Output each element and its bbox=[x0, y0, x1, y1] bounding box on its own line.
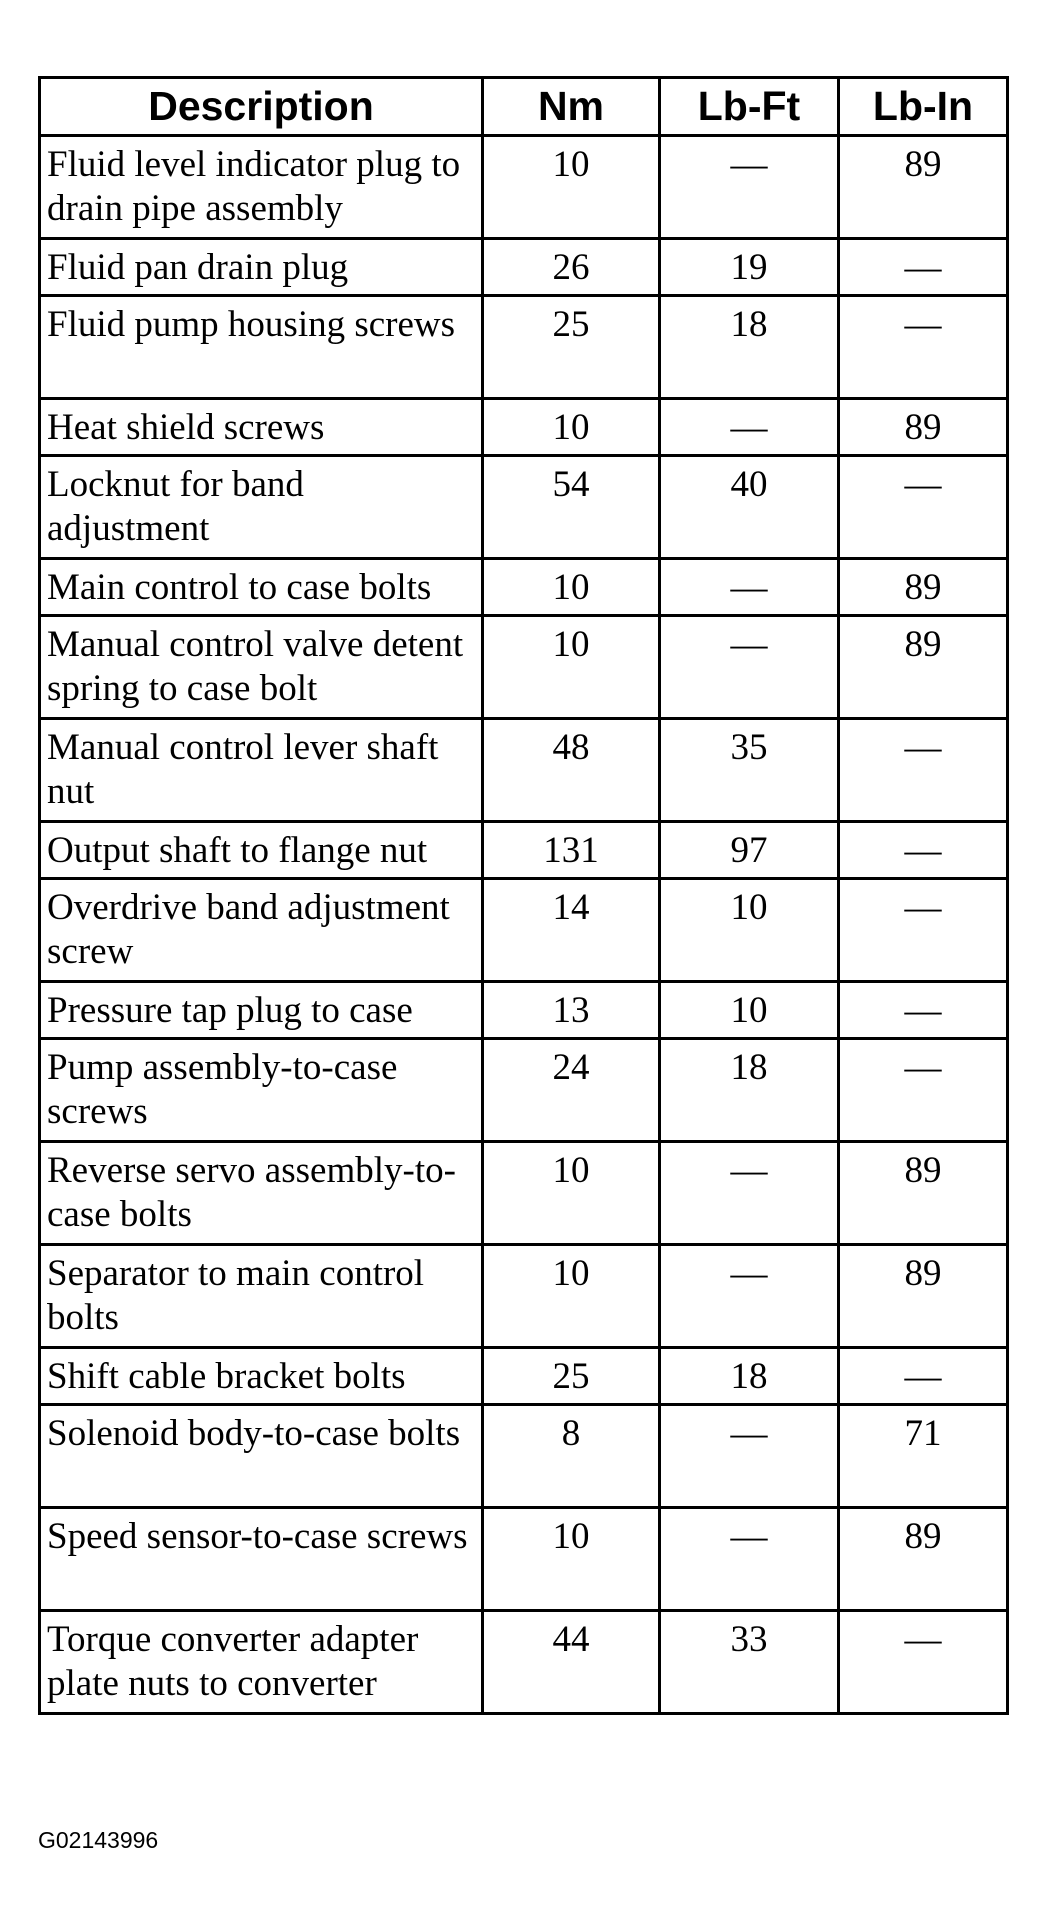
table-row bbox=[40, 616, 1008, 719]
description-cell: Speed sensor-to-case screws bbox=[40, 1508, 483, 1611]
lb-ft-cell: — bbox=[660, 136, 839, 239]
nm-cell: 10 bbox=[483, 559, 660, 616]
lb-ft-cell: 35 bbox=[660, 719, 839, 822]
nm-cell: 26 bbox=[483, 239, 660, 296]
lb-in-cell: 89 bbox=[839, 616, 1008, 719]
table-row bbox=[40, 399, 1008, 456]
column-header-nm: Nm bbox=[483, 78, 660, 136]
nm-cell: 10 bbox=[483, 616, 660, 719]
lb-in-cell: 89 bbox=[839, 1245, 1008, 1348]
lb-in-cell: 89 bbox=[839, 1142, 1008, 1245]
description-cell: Manual control lever shaft nut bbox=[40, 719, 483, 822]
lb-ft-cell: 97 bbox=[660, 822, 839, 879]
table-row bbox=[40, 239, 1008, 296]
lb-in-cell: — bbox=[839, 1348, 1008, 1405]
lb-in-cell: — bbox=[839, 296, 1008, 399]
nm-cell: 8 bbox=[483, 1405, 660, 1508]
table-row bbox=[40, 559, 1008, 616]
lb-in-cell: — bbox=[839, 1611, 1008, 1714]
lb-ft-cell: 19 bbox=[660, 239, 839, 296]
nm-cell: 10 bbox=[483, 1142, 660, 1245]
nm-cell: 44 bbox=[483, 1611, 660, 1714]
description-cell: Locknut for band adjustment bbox=[40, 456, 483, 559]
lb-ft-cell: — bbox=[660, 1508, 839, 1611]
column-header-lb-ft: Lb-Ft bbox=[660, 78, 839, 136]
table-row bbox=[40, 1348, 1008, 1405]
lb-in-cell: — bbox=[839, 239, 1008, 296]
lb-in-cell: — bbox=[839, 456, 1008, 559]
lb-ft-cell: — bbox=[660, 559, 839, 616]
table-row bbox=[40, 1142, 1008, 1245]
table-row bbox=[40, 1508, 1008, 1611]
nm-cell: 10 bbox=[483, 1508, 660, 1611]
nm-cell: 131 bbox=[483, 822, 660, 879]
lb-ft-cell: 18 bbox=[660, 1348, 839, 1405]
lb-in-cell: — bbox=[839, 719, 1008, 822]
lb-ft-cell: — bbox=[660, 1142, 839, 1245]
description-cell: Solenoid body-to-case bolts bbox=[40, 1405, 483, 1508]
table-row bbox=[40, 719, 1008, 822]
nm-cell: 14 bbox=[483, 879, 660, 982]
lb-ft-cell: 40 bbox=[660, 456, 839, 559]
nm-cell: 10 bbox=[483, 136, 660, 239]
description-cell: Fluid pan drain plug bbox=[40, 239, 483, 296]
table-row bbox=[40, 982, 1008, 1039]
lb-ft-cell: — bbox=[660, 1245, 839, 1348]
lb-in-cell: — bbox=[839, 822, 1008, 879]
nm-cell: 10 bbox=[483, 1245, 660, 1348]
description-cell: Output shaft to flange nut bbox=[40, 822, 483, 879]
nm-cell: 54 bbox=[483, 456, 660, 559]
lb-ft-cell: — bbox=[660, 1405, 839, 1508]
description-cell: Pressure tap plug to case bbox=[40, 982, 483, 1039]
description-cell: Overdrive band adjustment screw bbox=[40, 879, 483, 982]
column-header-lb-in: Lb-In bbox=[839, 78, 1008, 136]
lb-in-cell: 89 bbox=[839, 399, 1008, 456]
table-row bbox=[40, 822, 1008, 879]
lb-ft-cell: 10 bbox=[660, 879, 839, 982]
table-header-row bbox=[40, 78, 1008, 136]
lb-in-cell: 89 bbox=[839, 136, 1008, 239]
lb-in-cell: — bbox=[839, 879, 1008, 982]
lb-ft-cell: — bbox=[660, 616, 839, 719]
nm-cell: 24 bbox=[483, 1039, 660, 1142]
lb-in-cell: 89 bbox=[839, 1508, 1008, 1611]
lb-ft-cell: 18 bbox=[660, 1039, 839, 1142]
nm-cell: 25 bbox=[483, 296, 660, 399]
description-cell: Fluid level indicator plug to drain pipe assembly bbox=[40, 136, 483, 239]
lb-ft-cell: 10 bbox=[660, 982, 839, 1039]
table-row bbox=[40, 136, 1008, 239]
nm-cell: 48 bbox=[483, 719, 660, 822]
table-row bbox=[40, 879, 1008, 982]
table-row bbox=[40, 1245, 1008, 1348]
table-row bbox=[40, 296, 1008, 399]
lb-ft-cell: 33 bbox=[660, 1611, 839, 1714]
table-row bbox=[40, 1611, 1008, 1714]
lb-ft-cell: 18 bbox=[660, 296, 839, 399]
nm-cell: 10 bbox=[483, 399, 660, 456]
description-cell: Fluid pump housing screws bbox=[40, 296, 483, 399]
description-cell: Separator to main control bolts bbox=[40, 1245, 483, 1348]
nm-cell: 13 bbox=[483, 982, 660, 1039]
lb-in-cell: — bbox=[839, 1039, 1008, 1142]
column-header-description: Description bbox=[40, 78, 483, 136]
lb-ft-cell: — bbox=[660, 399, 839, 456]
table-row bbox=[40, 456, 1008, 559]
lb-in-cell: 89 bbox=[839, 559, 1008, 616]
description-cell: Main control to case bolts bbox=[40, 559, 483, 616]
table-row bbox=[40, 1405, 1008, 1508]
nm-cell: 25 bbox=[483, 1348, 660, 1405]
lb-in-cell: 71 bbox=[839, 1405, 1008, 1508]
figure-id: G02143996 bbox=[38, 1827, 159, 1853]
description-cell: Reverse servo assembly-to-case bolts bbox=[40, 1142, 483, 1245]
description-cell: Heat shield screws bbox=[40, 399, 483, 456]
description-cell: Torque converter adapter plate nuts to converter bbox=[40, 1611, 483, 1714]
torque-spec-table bbox=[38, 76, 1009, 1715]
description-cell: Shift cable bracket bolts bbox=[40, 1348, 483, 1405]
description-cell: Pump assembly-to-case screws bbox=[40, 1039, 483, 1142]
lb-in-cell: — bbox=[839, 982, 1008, 1039]
description-cell: Manual control valve detent spring to case bolt bbox=[40, 616, 483, 719]
table-row bbox=[40, 1039, 1008, 1142]
